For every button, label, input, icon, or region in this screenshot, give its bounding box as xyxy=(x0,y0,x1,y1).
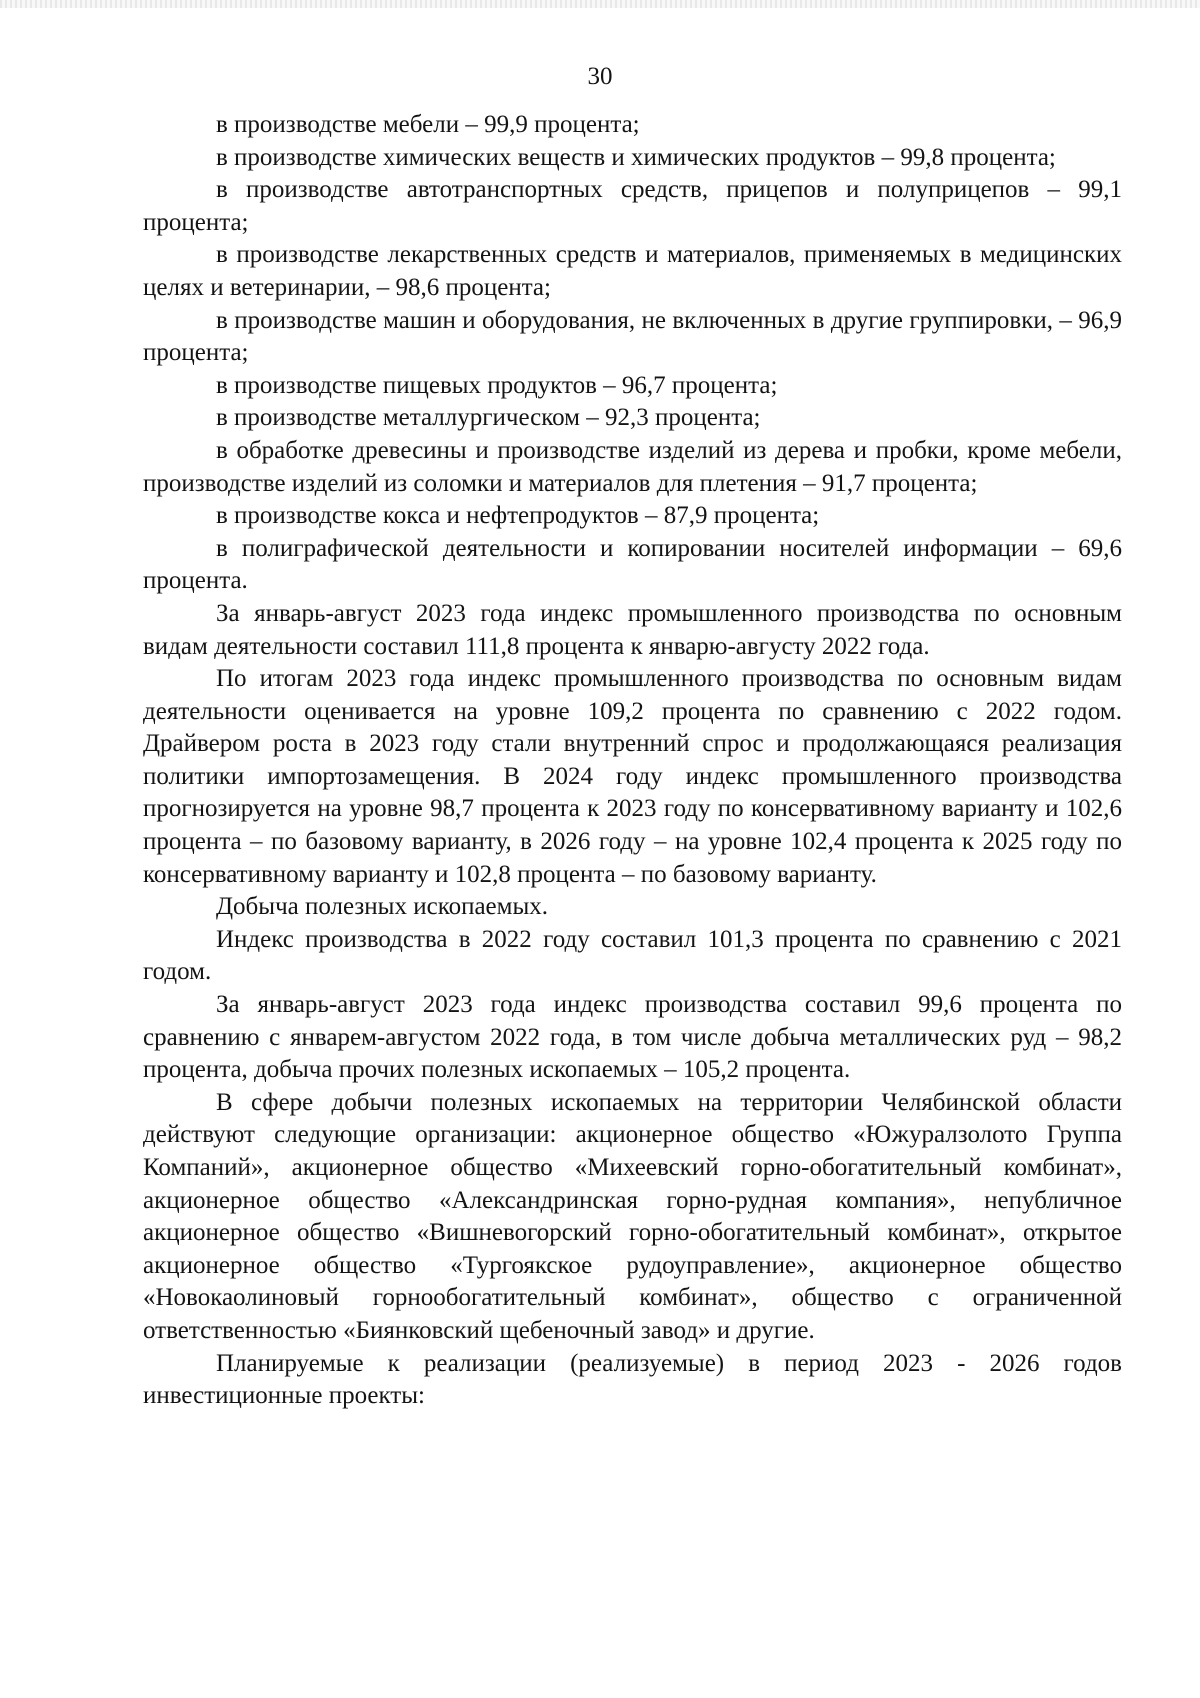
paragraph-metallurgy: в производстве металлургическом – 92,3 процента; xyxy=(216,404,761,432)
paragraph-vehicles: в производстве автотранспортных средств, прицепов и полуприцепов – 99,1 процента; xyxy=(143,176,1122,236)
scan-edge-artifact xyxy=(0,0,1200,8)
paragraph-jan-aug-index: За январь-август 2023 года индекс промышленного производства по основным видам деятельности составил 111,8 процента к январю-августу 2022 года. xyxy=(143,599,1122,660)
page-number: 30 xyxy=(587,63,613,90)
paragraph-mining-organizations: В сфере добычи полезных ископаемых на территории Челябинской области действуют следующие организации: акционерное общество «Южуралзолото Группа Компаний», акционерное общество «Михеевский горно-обогатительный комбинат», акционерное общество «Александринская горно-рудная компания», непубличное акционерное общество «Вишневогорский горно-обогатительный комбинат», открытое акционерное общество «Тургоякское рудоуправление», акционерное общество «Новокаолиновый горнообогатительный комбинат», общество с ограниченной ответственностью «Биянковский щебеночный завод» и другие. xyxy=(143,1088,1122,1344)
section-heading-mining: Добыча полезных ископаемых. xyxy=(216,893,549,921)
paragraph-furniture: в производстве мебели – 99,9 процента; xyxy=(216,111,640,138)
paragraph-medicines: в производстве лекарственных средств и материалов, применяемых в медицинских целях и ветеринарии, – 98,6 процента; xyxy=(143,241,1122,301)
paragraph-coke: в производстве кокса и нефтепродуктов – 87,9 процента; xyxy=(216,502,820,530)
paragraph-chemicals: в производстве химических веществ и химических продуктов – 99,8 процента; xyxy=(216,143,1056,171)
paragraph-mining-2022: Индекс производства в 2022 году составил 101,3 процента по сравнению с 2021 годом. xyxy=(143,925,1122,986)
paragraph-printing: в полиграфической деятельности и копировании носителей информации – 69,6 процента. xyxy=(143,534,1122,595)
paragraph-food: в производстве пищевых продуктов – 96,7 процента; xyxy=(216,371,778,399)
paragraph-wood: в обработке древесины и производстве изделий из дерева и пробки, кроме мебели, производстве изделий из соломки и материалов для плетения – 91,7 процента; xyxy=(143,436,1122,497)
paragraph-2023-forecast: По итогам 2023 года индекс промышленного производства по основным видам деятельности оценивается на уровне 109,2 процента по сравнению с 2022 годом. Драйвером роста в 2023 году стали внутренний спрос и продолжающаяся реализация политики импортозамещения. В 2024 году индекс промышленного производства прогнозируется на уровне 98,7 процента к 2023 году по консервативному варианту и 102,6 процента – по базовому варианту, в 2026 году – на уровне 102,4 процента к 2025 году по консервативному варианту и 102,8 процента – по базовому варианту. xyxy=(143,665,1122,888)
document-body xyxy=(143,109,1122,1413)
paragraph-machinery: в производстве машин и оборудования, не включенных в другие группировки, – 96,9 процента; xyxy=(143,306,1122,367)
paragraph-investment-projects: Планируемые к реализации (реализуемые) в период 2023 - 2026 годов инвестиционные проекты: xyxy=(143,1349,1122,1410)
paragraph-mining-jan-aug: За январь-август 2023 года индекс производства составил 99,6 процента по сравнению с январем-августом 2022 года, в том числе добыча металлических руд – 98,2 процента, добыча прочих полезных ископаемых – 105,2 процента. xyxy=(143,991,1122,1084)
